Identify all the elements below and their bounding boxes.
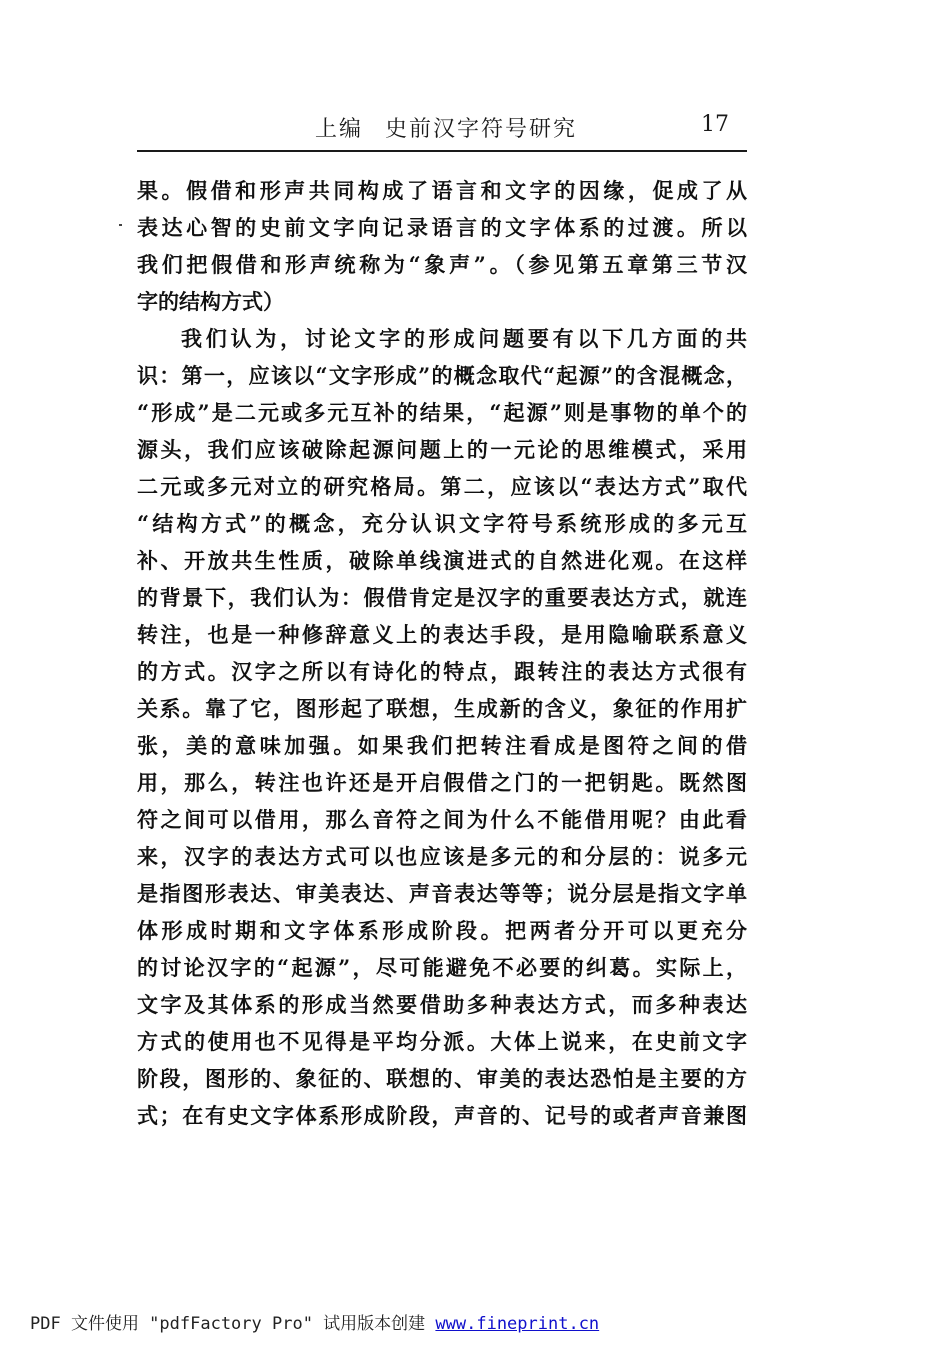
text-line: 方式的使用也不见得是平均分派。大体上说来，在史前文字 [137,1029,747,1054]
text-line: 用，那么，转注也许还是开启假借之门的一把钥匙。既然图 [137,770,747,795]
running-header [137,112,747,152]
text-line: 表达心智的史前文字向记录语言的文字体系的过渡。所以 [137,215,747,240]
text-line: 源头，我们应该破除起源问题上的一元论的思维模式，采用 [137,437,747,462]
text-line: 补、开放共生性质，破除单线演进式的自然进化观。在这样 [137,548,747,573]
text-line: 关系。靠了它，图形起了联想，生成新的含义，象征的作用扩 [137,696,747,721]
text-line: 字的结构方式） [137,289,284,314]
body-text [137,172,747,1134]
text-line: “形成”是二元或多元互补的结果，“起源”则是事物的单个的 [137,400,747,425]
text-line: 来，汉字的表达方式可以也应该是多元的和分层的：说多元 [137,844,747,869]
page-number: 17 [701,112,729,137]
pdf-watermark-footer [30,1309,599,1334]
text-line: 果。假借和形声共同构成了语言和文字的因缘，促成了从 [137,178,747,203]
fineprint-link[interactable]: www.fineprint.cn [435,1314,600,1334]
text-line: 阶段，图形的、象征的、联想的、审美的表达恐怕是主要的方 [137,1066,747,1091]
header-part-label: 上编 [315,117,364,142]
margin-mark [119,224,122,226]
text-line: 符之间可以借用，那么音符之间为什么不能借用呢？由此看 [137,807,747,832]
header-book-title: 史前汉字符号研究 [385,117,578,142]
text-line: 文字及其体系的形成当然要借助多种表达方式，而多种表达 [137,992,747,1017]
text-line: 的方式。汉字之所以有诗化的特点，跟转注的表达方式很有 [137,659,747,684]
text-line: 式；在有史文字体系形成阶段，声音的、记号的或者声音兼图 [137,1103,747,1128]
text-line: 的讨论汉字的“起源”，尽可能避免不必要的纠葛。实际上， [137,955,747,980]
header-rule [137,150,747,152]
text-line: 的背景下，我们认为：假借肯定是汉字的重要表达方式，就连 [137,585,747,610]
text-line: 我们认为，讨论文字的形成问题要有以下几方面的共 [181,326,747,351]
text-line: 转注，也是一种修辞意义上的表达手段，是用隐喻联系意义 [137,622,747,647]
text-line: “结构方式”的概念，充分认识文字符号系统形成的多元互 [137,511,747,536]
text-line: 体形成时期和文字体系形成阶段。把两者分开可以更充分 [137,918,747,943]
footer-text: PDF 文件使用 "pdfFactory Pro" 试用版本创建 [30,1314,436,1334]
text-line: 张，美的意味加强。如果我们把转注看成是图符之间的借 [137,733,747,758]
text-line: 我们把假借和形声统称为“象声”。（参见第五章第三节汉 [137,252,747,277]
header-title [315,112,577,143]
text-line: 识：第一，应该以“文字形成”的概念取代“起源”的含混概念， [137,363,747,388]
text-line: 二元或多元对立的研究格局。第二，应该以“表达方式”取代 [137,474,747,499]
text-line: 是指图形表达、审美表达、声音表达等等；说分层是指文字单 [137,881,747,906]
